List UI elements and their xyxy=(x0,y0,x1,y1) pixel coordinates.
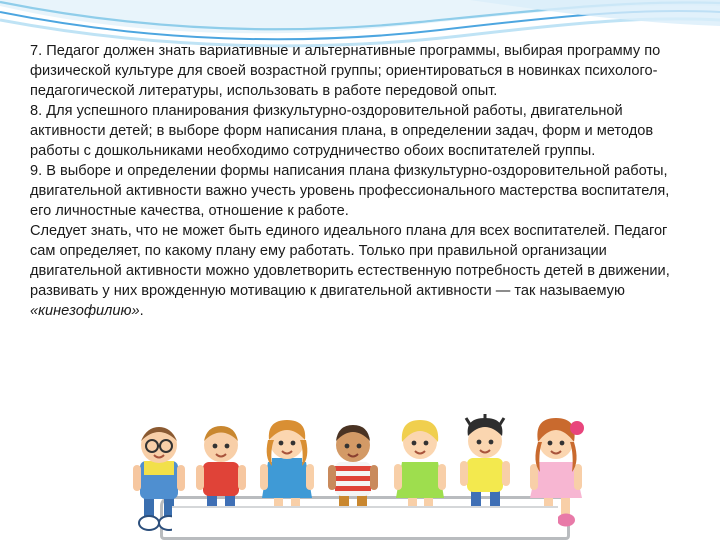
bench-seat xyxy=(172,506,558,534)
final-text-part1: Следует знать, что не может быть единого идеального плана для всех воспитателей. Педагог сам определяет, по какому плану ему работать. Только при правильной организации двигательной активности можно удовлетворить естественную потребность детей в движении, развивать у них врожденную мотивацию к двигательной активности — так называемую xyxy=(30,222,670,299)
children-illustration xyxy=(120,415,610,540)
paragraph-9: 9. В выборе и определении формы написания плана физкультурно-оздоровительной работы, двигательной активности важно учесть уровень профессионального мастерства воспитателя, его личностные качества, отношение к работе. xyxy=(30,162,670,219)
paragraph-final xyxy=(30,222,690,322)
slide-body-text xyxy=(30,42,690,322)
paragraph-8: 8. Для успешного планирования физкультурно-оздоровительной работы, двигательной активности детей; в выборе форм написания плана, в определении задач, форм и методов работы с дошкольниками необходимо сотрудничество обоих воспитателей группы. xyxy=(30,102,654,159)
paragraph-7: 7. Педагог должен знать вариативные и альтернативные программы, выбирая программу по физической культуре для своей возрастной группы; ориентироваться в новинках психолого-педагогической литературы, использовать в работе передовой опыт. xyxy=(30,43,661,99)
final-text-italic: «кинезофилию» xyxy=(30,302,140,319)
final-text-part2: . xyxy=(139,302,144,319)
